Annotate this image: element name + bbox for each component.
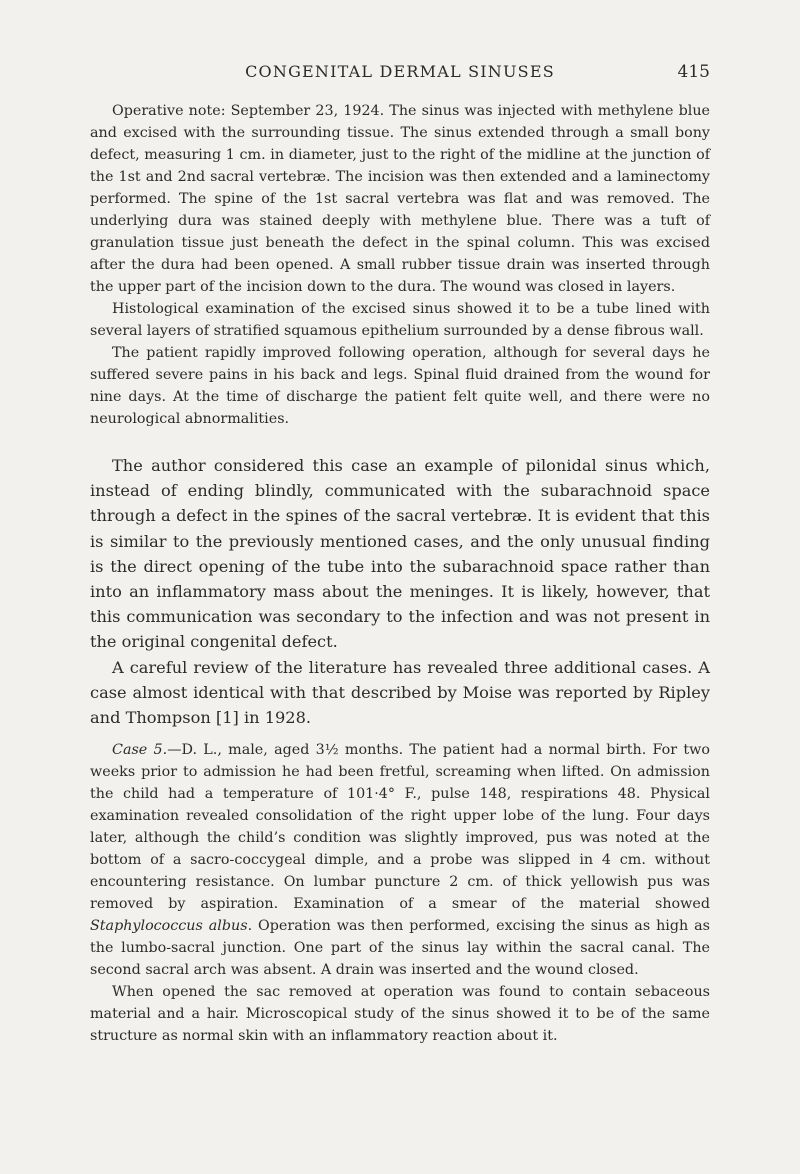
running-title: CONGENITAL DERMAL SINUSES: [245, 62, 555, 81]
pathology-paragraph: When opened the sac removed at operation was found to contain sebaceous material and a hair. Microscopical study of the sinus showed it to be of the same structure as normal skin with an inflammatory reaction about it.: [90, 984, 710, 1044]
case-5-paragraph: [90, 739, 710, 981]
case-5-section: [90, 739, 710, 1047]
literature-review-paragraph: A careful review of the literature has revealed three additional cases. A case almost identical with that described by Moise was reported by Ripley and Thompson [1] in 1928.: [90, 657, 710, 728]
discussion-paragraph: The author considered this case an example of pilonidal sinus which, instead of ending blindly, communicated with the subarachnoid space through a defect in the spines of the sacral vertebræ. It is evident that this is similar to the previously mentioned cases, and the only unusual finding is the direct opening of the tube into the subarachnoid space rather than into an inflammatory mass about the meninges. It is likely, however, that this communication was secondary to the infection and was not present in the original congenital defect.: [90, 456, 710, 652]
case-label: Case 5.: [112, 742, 168, 758]
recovery-paragraph: The patient rapidly improved following operation, although for several days he suffered severe pains in his back and legs. Spinal fluid drained from the wound for nine days. At the time of discharge the patient felt quite well, and there were no neurological abnormalities.: [90, 345, 710, 427]
case-5-text: —D. L., male, aged 3½ months. The patient had a normal birth. For two weeks prior to admission he had been fretful, screaming when lifted. On admission the child had a temperature of 101·4° F., pulse 148, respirations 48. Physical examination revealed consolidation of the right upper lobe of the lung. Four days later, although the child’s condition was slightly improved, pus was noted at the bottom of a sacro-coccygeal dimple, and a probe was slipped in 4 cm. without encountering resistance. On lumbar puncture 2 cm. of thick yellowish pus was removed by aspiration. Examination of a smear of the material showed: [90, 742, 710, 912]
case-5-text-tail: . Operation was then performed, excising the sinus as high as the lumbo-sacral junction. One part of the sinus lay within the sacral canal. The second sacral arch was absent. A drain was inserted and the wound closed.: [90, 918, 710, 978]
organism-name: Staphylococcus albus: [90, 918, 248, 934]
running-head: [90, 62, 710, 86]
page-number: 415: [677, 62, 710, 82]
operative-note-paragraph: Operative note: September 23, 1924. The sinus was injected with methylene blue and excised with the surrounding tissue. The sinus extended through a small bony defect, measuring 1 cm. in diameter, just to the right of the midline at the junction of the 1st and 2nd sacral vertebræ. The incision was then extended and a laminectomy performed. The spine of the 1st sacral vertebra was flat and was removed. The underlying dura was stained deeply with methylene blue. There was a tuft of granulation tissue just beneath the defect in the spinal column. This was excised after the dura had been opened. A small rubber tissue drain was inserted through the upper part of the incision down to the dura. The wound was closed in layers.: [90, 103, 710, 295]
operative-note-section: [90, 100, 710, 430]
histology-paragraph: Histological examination of the excised sinus showed it to be a tube lined with several layers of stratified squamous epithelium surrounded by a dense fibrous wall.: [90, 301, 710, 339]
discussion-section: [90, 453, 710, 730]
